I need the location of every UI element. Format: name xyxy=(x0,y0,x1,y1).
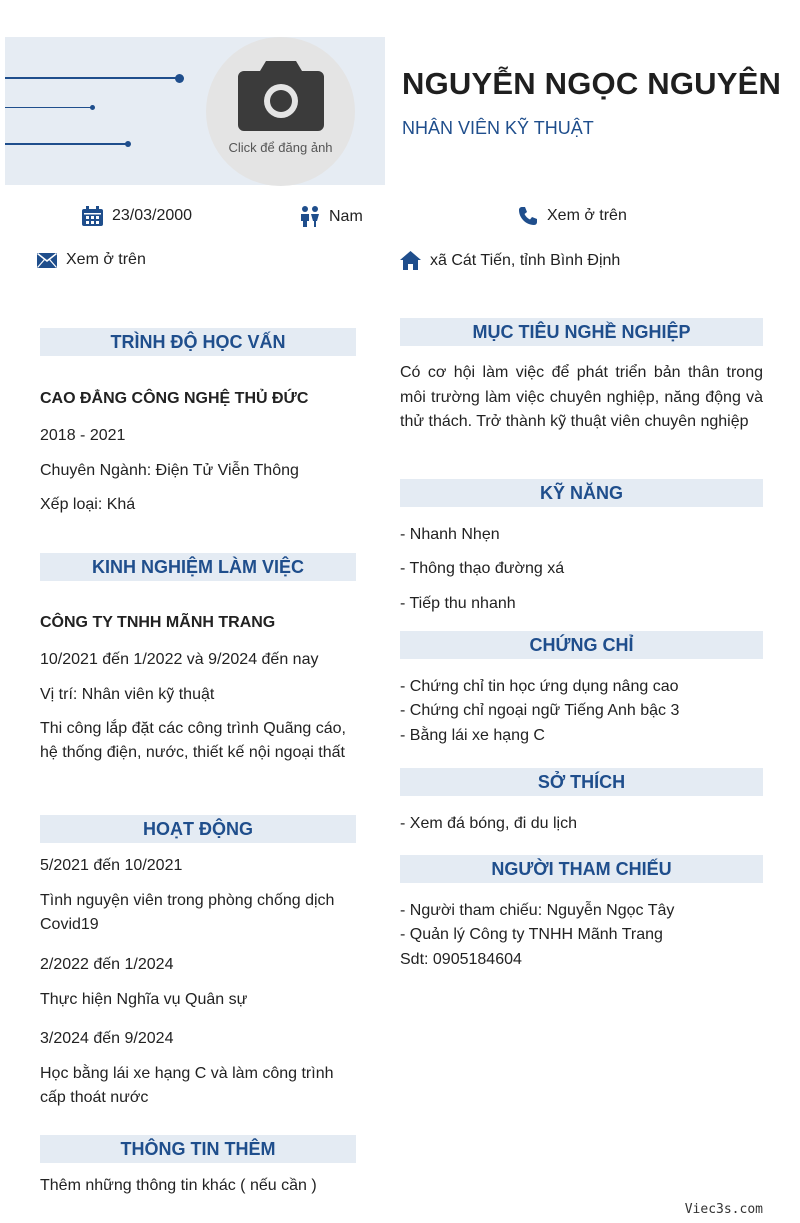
experience-period: 10/2021 đến 1/2022 và 9/2024 đến nay xyxy=(40,651,319,668)
reference-phone: Sdt: 0905184604 xyxy=(400,951,522,968)
photo-upload[interactable] xyxy=(206,37,355,186)
watermark: Viec3s.com xyxy=(684,1202,763,1217)
skill-item: - Thông thạo đường xá xyxy=(400,560,565,577)
phone-icon xyxy=(518,206,538,226)
objective-text: Có cơ hội làm việc để phát triển bản thân trong môi trường làm việc chuyên nghiệp, năng động và thử thách. Trở thành kỹ thuật viên chuyên nghiệp xyxy=(400,364,763,430)
objective-title: MỤC TIÊU NGHỀ NGHIỆP xyxy=(400,318,763,346)
decor-dot-1 xyxy=(175,74,184,83)
skills-title: KỸ NĂNG xyxy=(400,479,763,507)
activities-title: HOẠT ĐỘNG xyxy=(40,815,356,843)
photo-caption[interactable]: Click để đăng ảnh xyxy=(228,140,333,155)
birthday-info xyxy=(82,206,192,226)
certificate-item: - Chứng chỉ ngoại ngữ Tiếng Anh bậc 3 xyxy=(400,702,680,719)
decor-line-1 xyxy=(5,77,177,79)
calendar-icon xyxy=(82,206,103,226)
references-title: NGƯỜI THAM CHIẾU xyxy=(400,855,763,883)
candidate-name: NGUYỄN NGỌC NGUYÊN xyxy=(402,66,782,101)
experience-title: KINH NGHIỆM LÀM VIỆC xyxy=(40,553,356,581)
camera-icon xyxy=(236,57,326,135)
education-period: 2018 - 2021 xyxy=(40,427,126,444)
job-title: NHÂN VIÊN KỸ THUẬT xyxy=(402,118,594,138)
experience-description: Thi công lắp đặt các công trình Quãng cáo, hệ thống điện, nước, thiết kế nội ngoại thất xyxy=(40,720,346,761)
activity-period: 3/2024 đến 9/2024 xyxy=(40,1030,174,1047)
people-icon xyxy=(300,206,320,227)
education-title: TRÌNH ĐỘ HỌC VẤN xyxy=(40,328,356,356)
decor-line-2 xyxy=(5,107,91,108)
address-value: xã Cát Tiến, tỉnh Bình Định xyxy=(430,251,621,269)
education-major: Chuyên Ngành: Điện Tử Viễn Thông xyxy=(40,462,299,479)
address-info xyxy=(400,251,620,270)
gender-info xyxy=(300,206,363,227)
email-value: Xem ở trên xyxy=(66,251,146,268)
skill-item: - Nhanh Nhẹn xyxy=(400,526,500,543)
envelope-icon xyxy=(37,253,57,268)
extra-title: THÔNG TIN THÊM xyxy=(40,1135,356,1163)
decor-dot-2 xyxy=(90,105,95,110)
decor-line-3 xyxy=(5,143,127,145)
gender-value: Nam xyxy=(329,207,363,225)
certificate-item: - Bằng lái xe hạng C xyxy=(400,727,545,744)
activity-description: Thực hiện Nghĩa vụ Quân sự xyxy=(40,991,248,1008)
home-icon xyxy=(400,251,421,270)
activity-period: 2/2022 đến 1/2024 xyxy=(40,956,174,973)
reference-line: - Người tham chiếu: Nguyễn Ngọc Tây xyxy=(400,902,675,919)
birthday-value: 23/03/2000 xyxy=(112,207,193,224)
activity-description: Tình nguyện viên trong phòng chống dịch Covid19 xyxy=(40,892,335,933)
reference-line: - Quản lý Công ty TNHH Mãnh Trang xyxy=(400,926,663,943)
experience-position: Vị trí: Nhân viên kỹ thuật xyxy=(40,686,215,703)
activity-description: Học bằng lái xe hạng C và làm công trình cấp thoát nước xyxy=(40,1065,334,1106)
decor-dot-3 xyxy=(125,141,131,147)
activity-period: 5/2021 đến 10/2021 xyxy=(40,857,183,874)
hobbies-text: - Xem đá bóng, đi du lịch xyxy=(400,815,577,832)
hobbies-title: SỞ THÍCH xyxy=(400,768,763,796)
extra-text: Thêm những thông tin khác ( nếu cần ) xyxy=(40,1177,317,1194)
certificate-item: - Chứng chỉ tin học ứng dụng nâng cao xyxy=(400,678,679,695)
phone-value: Xem ở trên xyxy=(547,207,627,224)
experience-company: CÔNG TY TNHH MÃNH TRANG xyxy=(40,614,276,631)
phone-info xyxy=(518,206,627,226)
education-grade: Xếp loại: Khá xyxy=(40,496,136,513)
certificates-title: CHỨNG CHỈ xyxy=(400,631,763,659)
email-info xyxy=(37,251,146,269)
education-school: CAO ĐẲNG CÔNG NGHỆ THỦ ĐỨC xyxy=(40,390,309,407)
skill-item: - Tiếp thu nhanh xyxy=(400,595,516,612)
